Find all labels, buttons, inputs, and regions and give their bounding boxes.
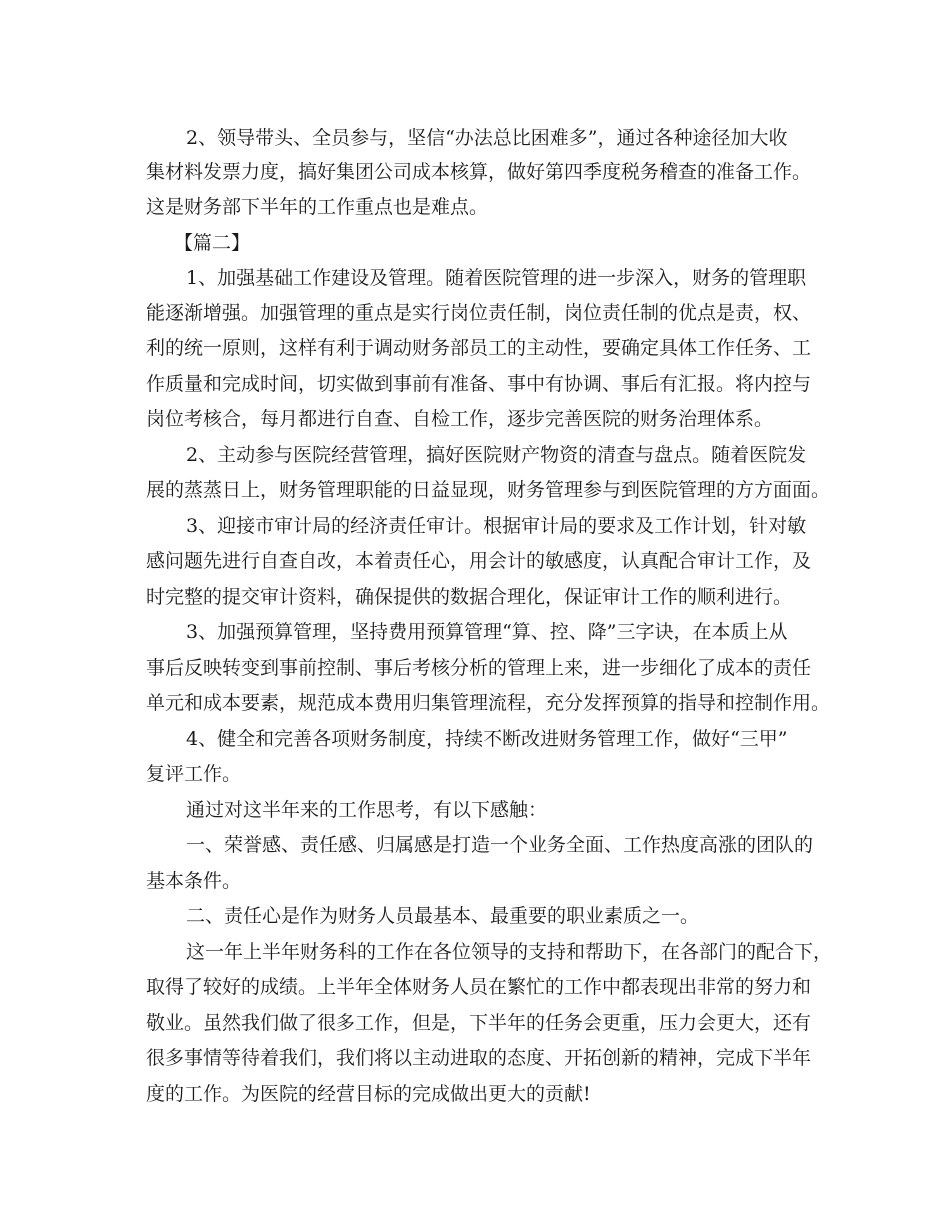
text-line: 单元和成本要素，规范成本费用归集管理流程，充分发挥预算的指导和控制作用。	[146, 692, 831, 714]
text-line: 3、迎接市审计局的经济责任审计。根据审计局的要求及工作计划，针对敏	[186, 515, 807, 537]
text-line: 2、领导带头、全员参与，坚信“办法总比困难多”，通过各种途径加大收	[186, 127, 788, 149]
text-line: 敬业。虽然我们做了很多工作，但是，下半年的任务会更重，压力会更大，还有	[146, 1012, 812, 1034]
text-line: 感问题先进行自查自改，本着责任心，用会计的敏感度，认真配合审计工作，及	[146, 550, 812, 572]
text-line: 岗位考核合，每月都进行自查、自检工作，逐步完善医院的财务治理体系。	[146, 408, 774, 430]
text-line: 1、加强基础工作建设及管理。随着医院管理的进一步深入，财务的管理职	[186, 267, 807, 289]
text-line: 这一年上半年财务科的工作在各位领导的支持和帮助下，在各部门的配合下，	[186, 941, 833, 963]
text-line: 二、责任心是作为财务人员最基本、最重要的职业素质之一。	[186, 905, 700, 927]
text-line: 度的工作。为医院的经营目标的完成做出更大的贡献!	[146, 1083, 591, 1105]
text-line: 基本条件。	[146, 870, 242, 892]
text-line: 一、荣誉感、责任感、归属感是打造一个业务全面、工作热度高涨的团队的	[186, 834, 814, 856]
text-line: 能逐渐增强。加强管理的重点是实行岗位责任制，岗位责任制的优点是责，权、	[146, 302, 812, 324]
text-line: 利的统一原则，这样有利于调动财务部员工的主动性，要确定具体工作任务、工	[146, 337, 812, 359]
text-line: 展的蒸蒸日上，财务管理职能的日益显现，财务管理参与到医院管理的方方面面。	[146, 479, 831, 501]
text-line: 作质量和完成时间，切实做到事前有准备、事中有协调、事后有汇报。将内控与	[146, 373, 812, 395]
text-line: 3、加强预算管理，坚持费用预算管理“算、控、降”三字诀，在本质上从	[186, 621, 788, 643]
text-line: 时完整的提交审计资料，确保提供的数据合理化，保证审计工作的顺利进行。	[146, 586, 793, 608]
text-line: 这是财务部下半年的工作重点也是难点。	[146, 196, 489, 218]
text-line: 2、主动参与医院经营管理，搞好医院财产物资的清查与盘点。随着医院发	[186, 444, 807, 466]
section-heading: 【篇二】	[174, 232, 251, 254]
text-line: 取得了较好的成绩。上半年全体财务人员在繁忙的工作中都表现出非常的努力和	[146, 976, 812, 998]
text-line: 复评工作。	[146, 763, 242, 785]
text-line: 通过对这半年来的工作思考，有以下感触：	[186, 799, 548, 821]
text-line: 事后反映转变到事前控制、事后考核分析的管理上来，进一步细化了成本的责任	[146, 657, 812, 679]
text-line: 4、健全和完善各项财务制度，持续不断改进财务管理工作，做好“三甲”	[186, 728, 788, 750]
text-line: 集材料发票力度，搞好集团公司成本核算，做好第四季度税务稽查的准备工作。	[146, 161, 812, 183]
text-line: 很多事情等待着我们，我们将以主动进取的态度、开拓创新的精神，完成下半年	[146, 1047, 812, 1069]
